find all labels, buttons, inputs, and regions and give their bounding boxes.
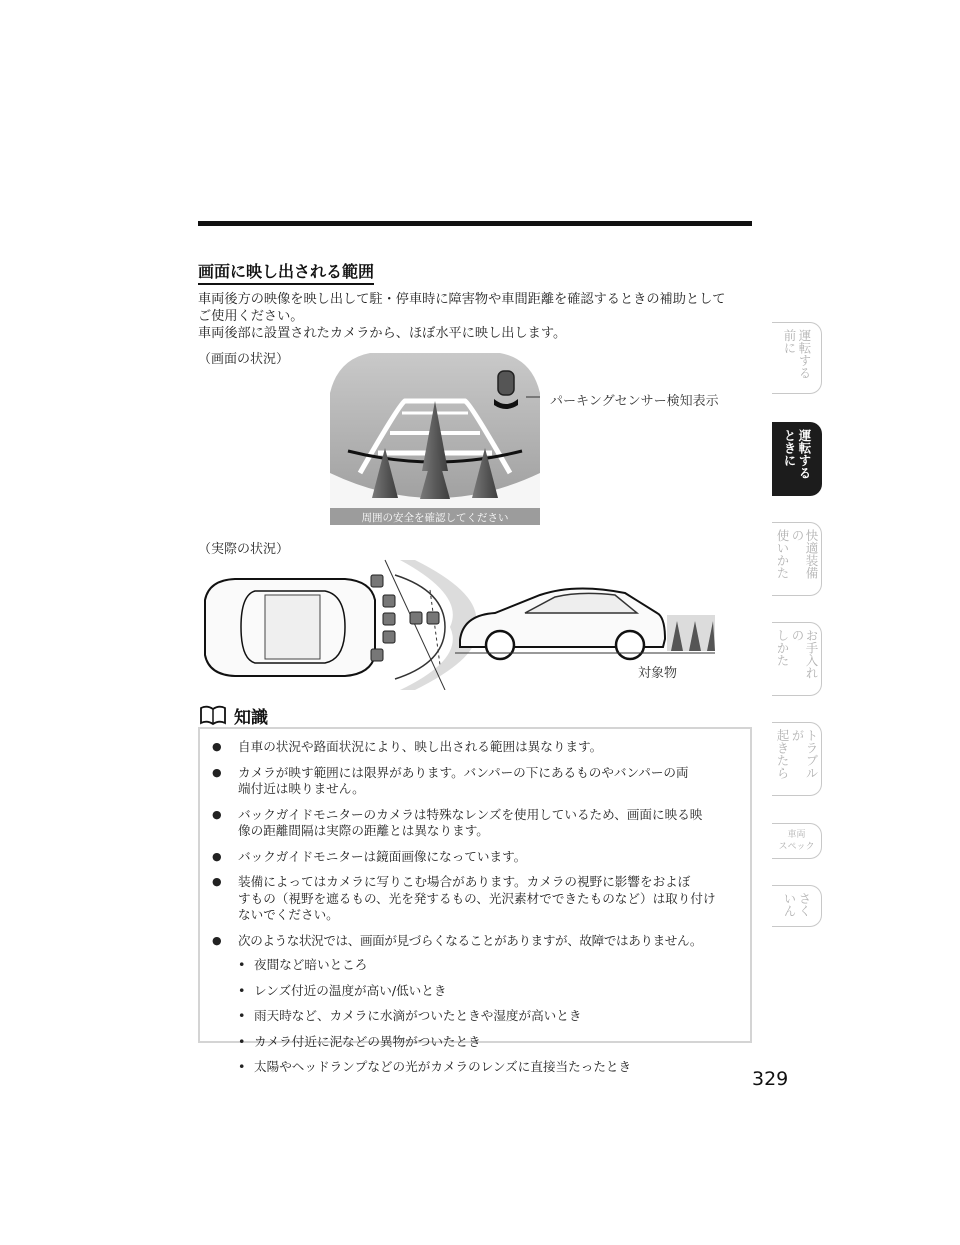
bullet-icon: ● xyxy=(212,807,222,821)
intro-line: ご使用ください。 xyxy=(198,309,304,324)
knowledge-line: ないでください。 xyxy=(238,907,339,922)
header-rule xyxy=(198,221,752,226)
sub-item-text: レンズ付近の温度が高い/低いとき xyxy=(254,982,447,998)
sub-bullet-icon: • xyxy=(238,1059,246,1074)
knowledge-item xyxy=(212,765,740,798)
intro-line: 車両後部に設置されたカメラから、ほぼ水平に映し出します。 xyxy=(198,326,567,341)
knowledge-line: バックガイドモニターは鏡面画像になっています。 xyxy=(238,848,527,864)
tab-label: トラブルが xyxy=(790,729,819,779)
sub-item xyxy=(238,957,740,974)
knowledge-list xyxy=(200,729,750,1076)
tab-label: 運転する xyxy=(797,429,812,479)
tab-index[interactable] xyxy=(772,885,822,927)
knowledge-header xyxy=(198,703,268,727)
tab-label: スペック xyxy=(778,841,815,852)
knowledge-line: すもの（視野を遮るもの、光を発するもの、光沢素材でできたものなど）は取り付け xyxy=(238,890,716,906)
knowledge-item xyxy=(212,874,740,924)
actual-situation-illustration xyxy=(195,555,715,690)
knowledge-line: バックガイドモニターのカメラは特殊なレンズを使用しているため、画面に映る映 xyxy=(238,806,703,822)
tab-label: 起きたら xyxy=(775,729,790,779)
tab-while-driving[interactable] xyxy=(772,422,822,496)
knowledge-line: 次のような状況では、画面が見づらくなることがありますが、故障ではありません。 xyxy=(238,932,703,948)
target-object-label: 対象物 xyxy=(638,666,678,681)
object-icon xyxy=(410,612,422,624)
sub-bullet-icon: • xyxy=(238,982,246,998)
sub-bullet-icon: • xyxy=(238,1033,246,1049)
sensor-icon xyxy=(383,595,395,607)
knowledge-title: 知識 xyxy=(234,707,268,728)
knowledge-line: 像の距離間隔は実際の距離とは異なります。 xyxy=(238,823,489,838)
sensor-icon xyxy=(383,613,395,625)
camera-screen-illustration xyxy=(330,353,540,525)
actual-situation-svg xyxy=(195,555,715,690)
parking-sensor-callout: パーキングセンサー検知表示 xyxy=(550,394,719,409)
knowledge-item xyxy=(212,849,740,866)
wheel xyxy=(486,631,514,659)
object-icon xyxy=(427,612,439,624)
book-icon xyxy=(198,704,228,726)
section-title: 画面に映し出される範囲 xyxy=(198,262,374,285)
sub-item xyxy=(238,1034,740,1051)
caution-bar-text: 周囲の安全を確認してください xyxy=(361,512,509,524)
sub-bullet-icon: • xyxy=(238,957,246,972)
wheel xyxy=(616,631,644,659)
sub-item-text: 雨天時など、カメラに水滴がついたときや湿度が高いとき xyxy=(254,1008,582,1023)
bullet-icon: ● xyxy=(212,933,222,947)
sub-item xyxy=(238,983,740,1000)
tab-label: 前に xyxy=(782,329,797,354)
parking-sensor-car-icon xyxy=(498,371,514,395)
tab-troubleshooting[interactable] xyxy=(772,722,822,796)
tab-label: 車両 xyxy=(787,829,806,840)
sub-list xyxy=(238,957,740,1076)
tab-before-driving[interactable] xyxy=(772,322,822,394)
sensor-icon xyxy=(383,631,395,643)
bullet-icon: ● xyxy=(212,765,222,779)
view-edge xyxy=(430,590,440,665)
tab-label: お手入れの xyxy=(790,629,819,679)
intro-line: 車両後方の映像を映し出して駐・停車時に障害物や車間距離を確認するときの補助として xyxy=(198,292,726,307)
knowledge-line: カメラが映す範囲には限界があります。バンパーの下にあるものやバンパーの両 xyxy=(238,764,689,780)
knowledge-line: 装備によってはカメラに写りこむ場合があります。カメラの視野に影響をおよぼ xyxy=(238,874,691,889)
knowledge-item xyxy=(212,739,740,756)
sub-item xyxy=(238,1059,740,1076)
knowledge-item xyxy=(212,807,740,840)
tab-label: さく xyxy=(797,892,812,917)
tab-comfort-features[interactable] xyxy=(772,522,822,596)
bullet-icon: ● xyxy=(212,875,222,888)
tab-label: 運転する xyxy=(797,329,812,379)
camera-screen-svg xyxy=(330,353,540,525)
sub-item xyxy=(238,1008,740,1025)
sub-item-text: 太陽やヘッドランプなどの光がカメラのレンズに直接当たったとき xyxy=(254,1059,632,1074)
screen-figure-label: （画面の状況） xyxy=(198,352,290,367)
sub-bullet-icon: • xyxy=(238,1008,246,1023)
tab-label: しかた xyxy=(775,629,790,667)
tab-label: いん xyxy=(782,892,797,917)
page-number: 329 xyxy=(752,1068,789,1090)
view-arc xyxy=(395,575,445,679)
tab-label: 使いかた xyxy=(775,529,790,579)
sub-item-text: 夜間など暗いところ xyxy=(254,957,368,972)
sensor-icon xyxy=(371,575,383,587)
sub-item-text: カメラ付近に泥などの異物がついたとき xyxy=(254,1033,481,1049)
tab-label: 快適装備の xyxy=(790,529,819,579)
sensor-icon xyxy=(371,649,383,661)
knowledge-line: 端付近は映りません。 xyxy=(238,781,365,796)
car-roof xyxy=(265,595,320,659)
tab-label: ときに xyxy=(782,429,797,467)
tab-specifications[interactable] xyxy=(772,823,822,859)
tab-maintenance[interactable] xyxy=(772,622,822,696)
knowledge-box xyxy=(198,727,752,1074)
bullet-icon: ● xyxy=(212,740,222,753)
knowledge-line: 自車の状況や路面状況により、映し出される範囲は異なります。 xyxy=(238,739,603,754)
bullet-icon: ● xyxy=(212,849,222,863)
actual-figure-label: （実際の状況） xyxy=(198,542,290,557)
knowledge-item xyxy=(212,933,740,1076)
intro-text xyxy=(198,291,758,342)
